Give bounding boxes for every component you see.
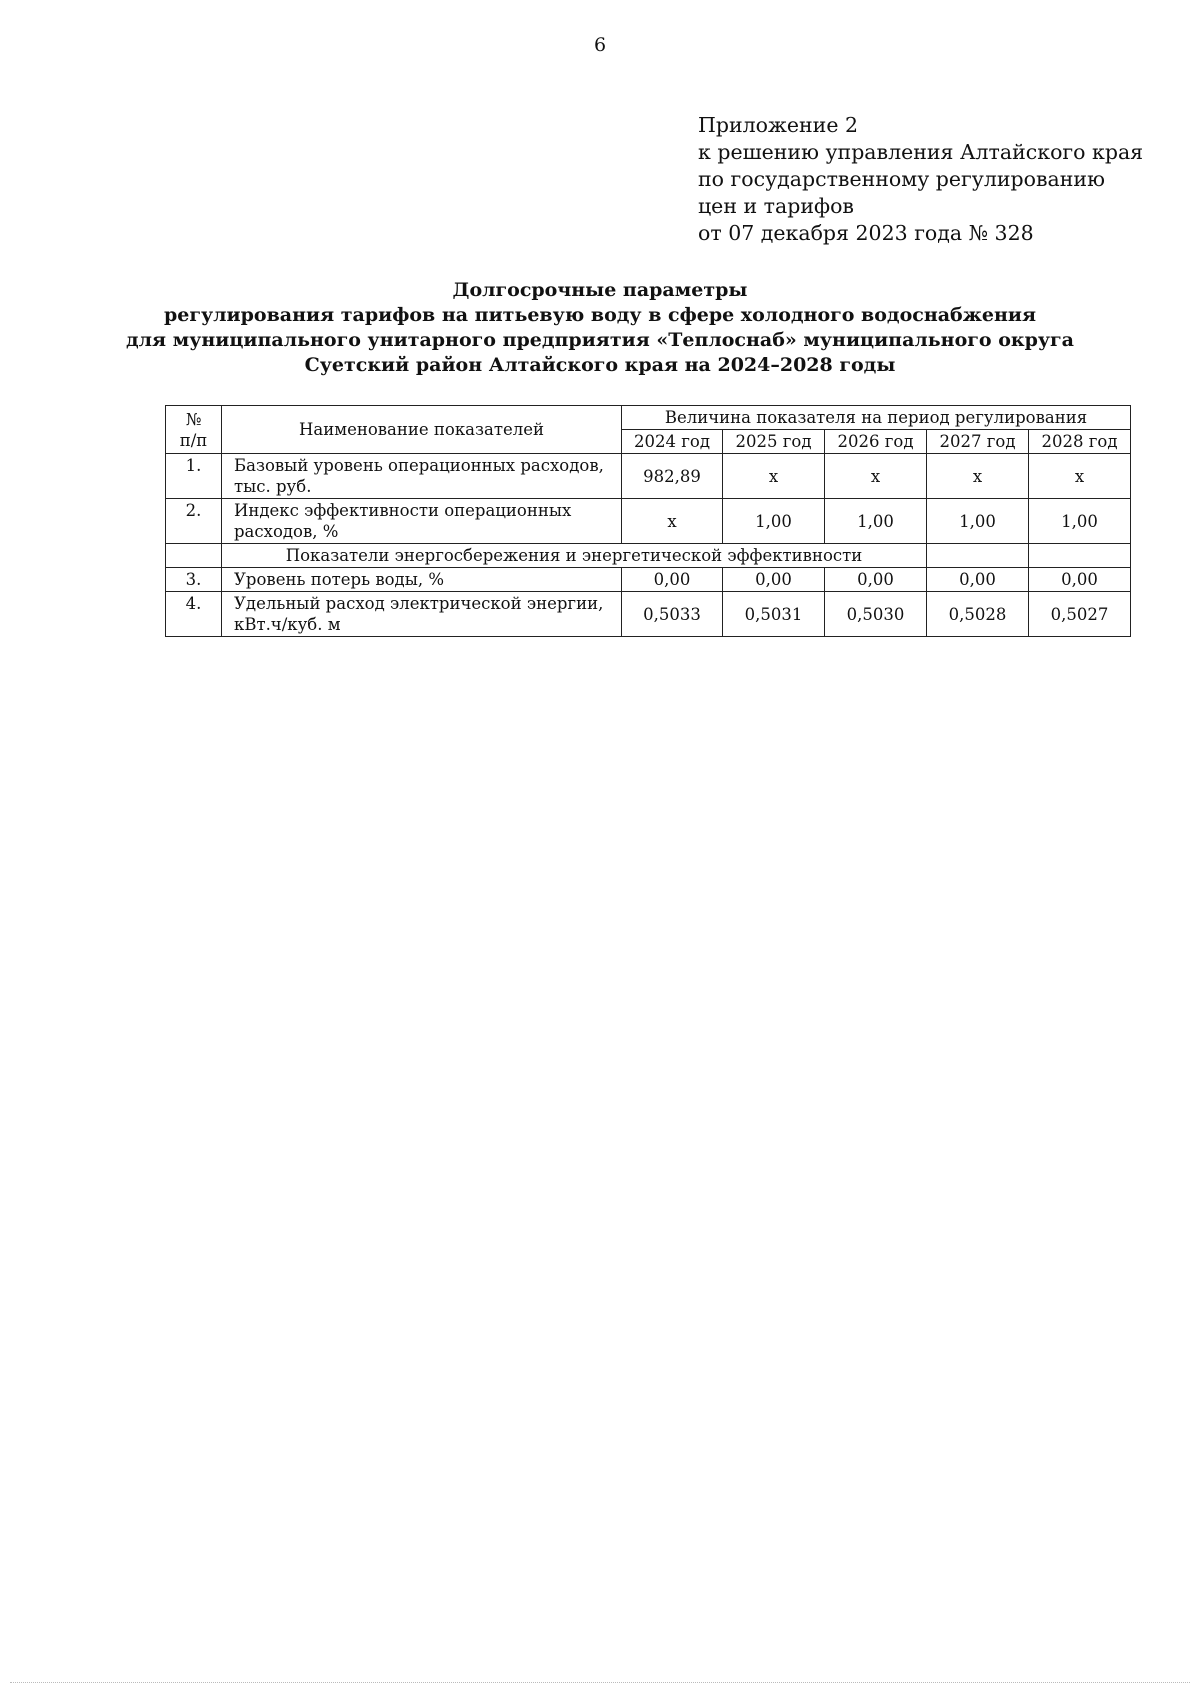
- table-row: [166, 454, 1131, 499]
- row-value: х: [1029, 454, 1131, 499]
- appendix-block: [698, 112, 1143, 247]
- section-empty-cell: [1029, 544, 1131, 568]
- row-value: 0,00: [825, 568, 927, 592]
- scan-edge-line: [10, 1682, 1190, 1683]
- row-num: 3.: [166, 568, 222, 592]
- row-value: х: [723, 454, 825, 499]
- row-value: х: [927, 454, 1029, 499]
- row-value: 1,00: [825, 499, 927, 544]
- title-line: Долгосрочные параметры: [452, 279, 748, 301]
- row-value: 0,5031: [723, 592, 825, 637]
- row-value: 0,5027: [1029, 592, 1131, 637]
- row-value: 1,00: [927, 499, 1029, 544]
- row-name: Индекс эффективности операционных расходов, %: [222, 499, 622, 544]
- row-value: 1,00: [1029, 499, 1131, 544]
- title-line: Суетский район Алтайского края на 2024–2028 годы: [304, 354, 896, 376]
- appendix-line: к решению управления Алтайского края: [698, 140, 1144, 164]
- row-name: Уровень потерь воды, %: [222, 568, 622, 592]
- table-row: [166, 592, 1131, 637]
- row-value: 1,00: [723, 499, 825, 544]
- row-value: 0,00: [1029, 568, 1131, 592]
- appendix-line: Приложение 2: [698, 113, 859, 137]
- header-year: 2024 год: [622, 430, 723, 454]
- header-year: 2028 год: [1029, 430, 1131, 454]
- row-num: 1.: [166, 454, 222, 499]
- header-name: Наименование показателей: [222, 406, 622, 454]
- appendix-line: цен и тарифов: [698, 194, 854, 218]
- page-number: 6: [593, 34, 607, 56]
- table-row: [166, 499, 1131, 544]
- row-num: 2.: [166, 499, 222, 544]
- appendix-line: по государственному регулированию: [698, 167, 1105, 191]
- row-value: 0,5028: [927, 592, 1029, 637]
- section-header-row: [166, 544, 1131, 568]
- row-value: 0,5033: [622, 592, 723, 637]
- parameters-table: [165, 405, 1131, 637]
- row-value: 0,00: [927, 568, 1029, 592]
- title-line: для муниципального унитарного предприятия «Теплоснаб» муниципального округа: [126, 329, 1074, 351]
- row-value: 982,89: [622, 454, 723, 499]
- header-year: 2027 год: [927, 430, 1029, 454]
- row-name: Удельный расход электрической энергии, кВт.ч/куб. м: [222, 592, 622, 637]
- table-row: [166, 568, 1131, 592]
- header-num: № п/п: [166, 406, 222, 454]
- header-period: Величина показателя на период регулирования: [622, 406, 1131, 430]
- row-value: 0,00: [723, 568, 825, 592]
- title-line: регулирования тарифов на питьевую воду в сфере холодного водоснабжения: [163, 304, 1037, 326]
- row-value: х: [825, 454, 927, 499]
- row-value: 0,00: [622, 568, 723, 592]
- header-year: 2025 год: [723, 430, 825, 454]
- row-num: 4.: [166, 592, 222, 637]
- section-title: Показатели энергосбережения и энергетической эффективности: [222, 544, 927, 568]
- table-header-row: [166, 406, 1131, 430]
- header-year: 2026 год: [825, 430, 927, 454]
- document-title: [0, 278, 1200, 378]
- section-empty-cell: [927, 544, 1029, 568]
- section-num-cell: [166, 544, 222, 568]
- row-value: 0,5030: [825, 592, 927, 637]
- appendix-line: от 07 декабря 2023 года № 328: [698, 221, 1034, 245]
- row-value: х: [622, 499, 723, 544]
- row-name: Базовый уровень операционных расходов, тыс. руб.: [222, 454, 622, 499]
